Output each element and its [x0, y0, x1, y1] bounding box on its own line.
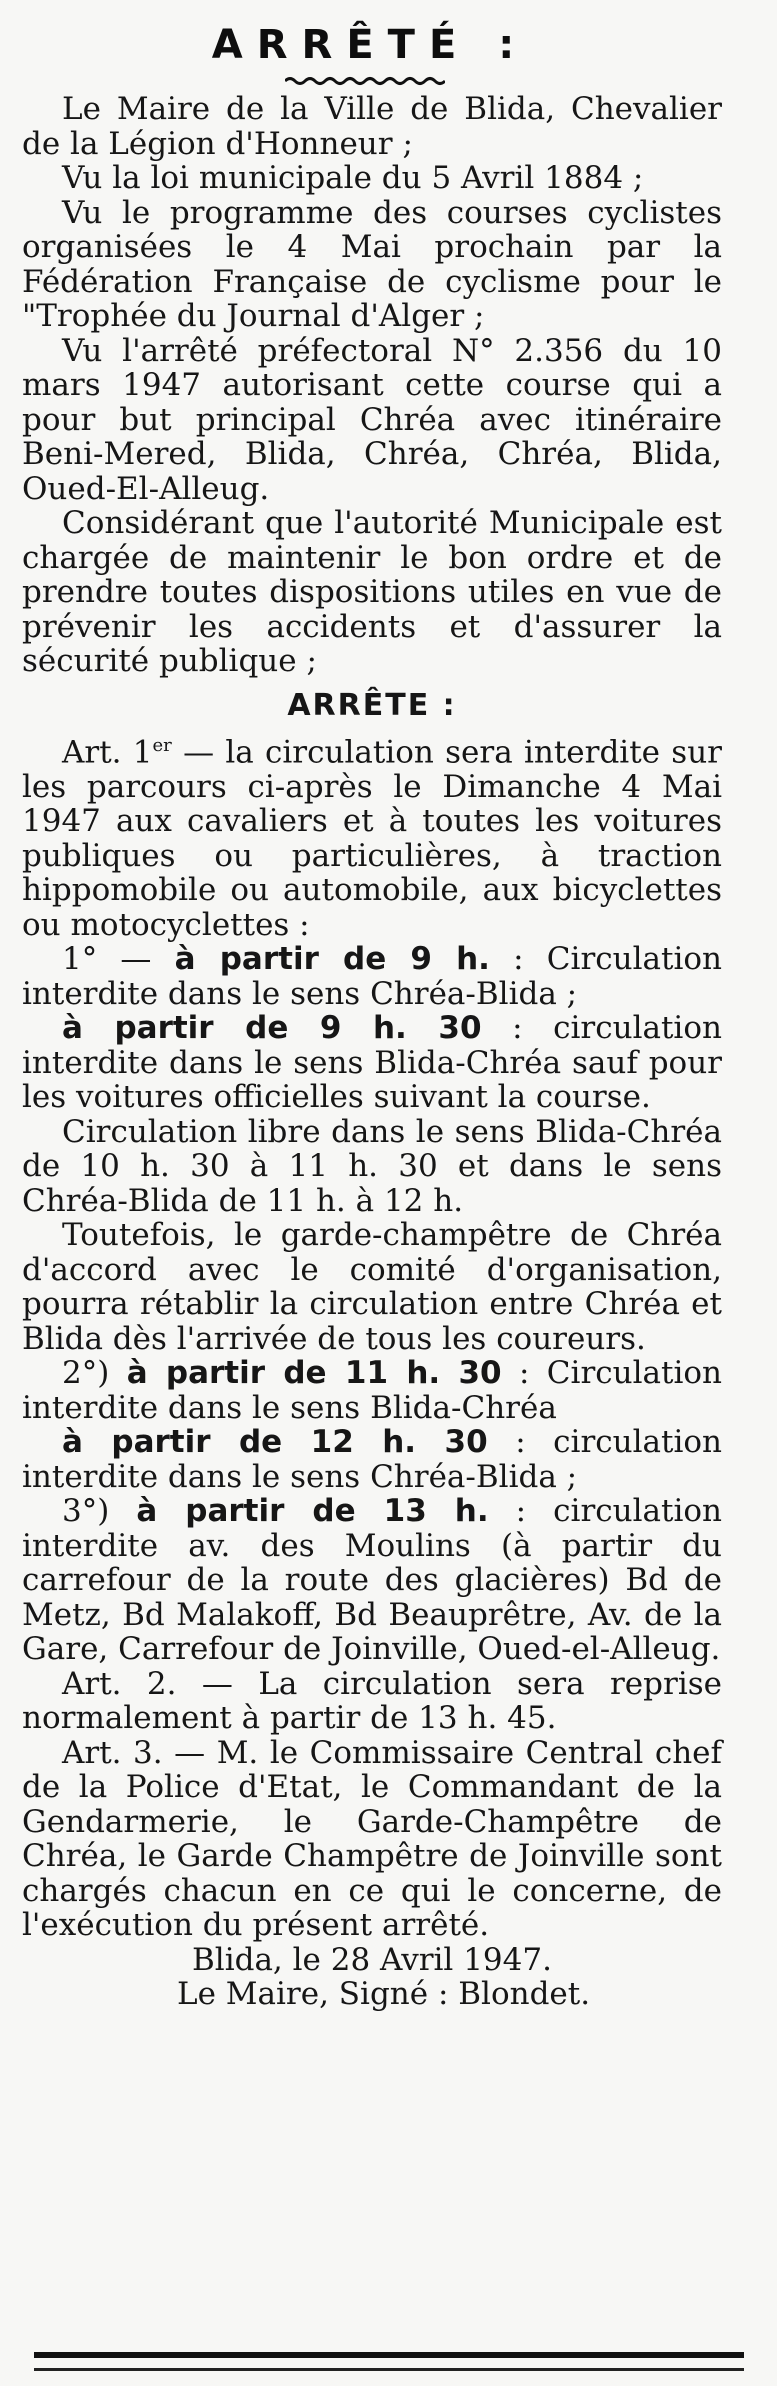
- section-heading: ARRÊTE :: [287, 687, 457, 723]
- clause-3-number: 3°): [62, 1493, 137, 1530]
- article-1: [22, 729, 722, 942]
- clause-2b-time: à partir de 12 h. 30: [62, 1424, 488, 1461]
- clause-3-time: à partir de 13 h.: [136, 1493, 489, 1530]
- clause-1c: Circulation libre dans le sens Blida-Chréa de 10 h. 30 à 11 h. 30 et dans le sens Chréa-Blida de 11 h. à 12 h.: [22, 1113, 722, 1219]
- clause-3: [22, 1494, 722, 1667]
- clause-2-text: : Circulation interdite dans le sens Blida-Chréa: [22, 1355, 722, 1426]
- clause-1b: [22, 1011, 722, 1115]
- date-line: Blida, le 28 Avril 1947.: [192, 1941, 552, 1978]
- intro-paragraph-law: Vu la loi municipale du 5 Avril 1884 ;: [62, 160, 644, 196]
- clause-1b-time: à partir de 9 h. 30: [62, 1010, 482, 1047]
- clause-1-text: : Circulation interdite dans le sens Chréa-Blida ;: [22, 941, 722, 1012]
- clause-2b-text: : circulation interdite dans le sens Chréa-Blida ;: [22, 1424, 722, 1495]
- intro-paragraph-mayor: Le Maire de la Ville de Blida, Chevalier de la Légion d'Honneur ;: [22, 91, 722, 162]
- intro-paragraph-considerant: Considérant que l'autorité Municipale est chargée de maintenir le bon ordre et de prendre toutes dispositions utiles en vue de prévenir les accidents et d'assurer la sécurité publique ;: [22, 505, 722, 679]
- article-3: Art. 3. — M. le Commissaire Central chef de la Police d'Etat, le Commandant de la Gendarmerie, le Garde-Champêtre de Chréa, le Garde Champêtre de Joinville sont chargés chacun en ce qui le concerne, de l'exécution du présent arrêté.: [22, 1734, 722, 1944]
- clause-3-text: : circulation interdite av. des Moulins (à partir du carrefour de la route des glacières) Bd de Metz, Bd Malakoff, Bd Beauprêtre, Av. de la Gare, Carrefour de Joinville, Oued-el-Alleug.: [22, 1493, 722, 1668]
- article-1-lead: Art. 1: [62, 734, 153, 771]
- clause-2-time: à partir de 11 h. 30: [126, 1355, 502, 1392]
- signature-line: Le Maire, Signé : Blondet.: [177, 1976, 591, 2013]
- article-1-text: — la circulation sera interdite sur les parcours ci-après le Dimanche 4 Mai 1947 aux cavaliers et à toutes les voitures publiques ou particulières, à traction hippomobile ou automobile, aux bicyclettes ou motocyclettes :: [22, 734, 722, 943]
- intro-paragraph-prefectoral: Vu l'arrêté préfectoral N° 2.356 du 10 mars 1947 autorisant cette course qui a pour but principal Chréa avec itinéraire Beni-Mered, Blida, Chréa, Chréa, Blida, Oued-El-Alleug.: [22, 332, 722, 507]
- article-body: [22, 92, 722, 2012]
- clause-1-time: à partir de 9 h.: [174, 941, 490, 978]
- clause-1b-text: : circulation interdite dans le sens Blida-Chréa sauf pour les voitures officielles suivant la course.: [22, 1010, 722, 1116]
- article-1-sup: er: [152, 735, 172, 756]
- clause-1: [22, 942, 722, 1011]
- clause-2b: [22, 1425, 722, 1494]
- intro-paragraph-programme: Vu le programme des courses cyclistes organisées le 4 Mai prochain par la Fédération Française de cyclisme pour le "Trophée du Journal d'Alger ;: [22, 194, 722, 334]
- bottom-rule-thin: [34, 2368, 744, 2371]
- bottom-rule-thick: [34, 2352, 744, 2358]
- clause-2: [22, 1356, 722, 1425]
- article-2: Art. 2. — La circulation sera reprise normalement à partir de 13 h. 45.: [22, 1665, 722, 1737]
- page-title: ARRÊTÉ :: [211, 22, 529, 68]
- wavy-underline-ornament: [285, 76, 445, 86]
- clause-2-number: 2°): [62, 1355, 127, 1392]
- clause-1d: Toutefois, le garde-champêtre de Chréa d'accord avec le comité d'organisation, pourra rétablir la circulation entre Chréa et Blida dès l'arrivée de tous les coureurs.: [22, 1217, 722, 1357]
- clause-1-number: 1° —: [62, 941, 175, 978]
